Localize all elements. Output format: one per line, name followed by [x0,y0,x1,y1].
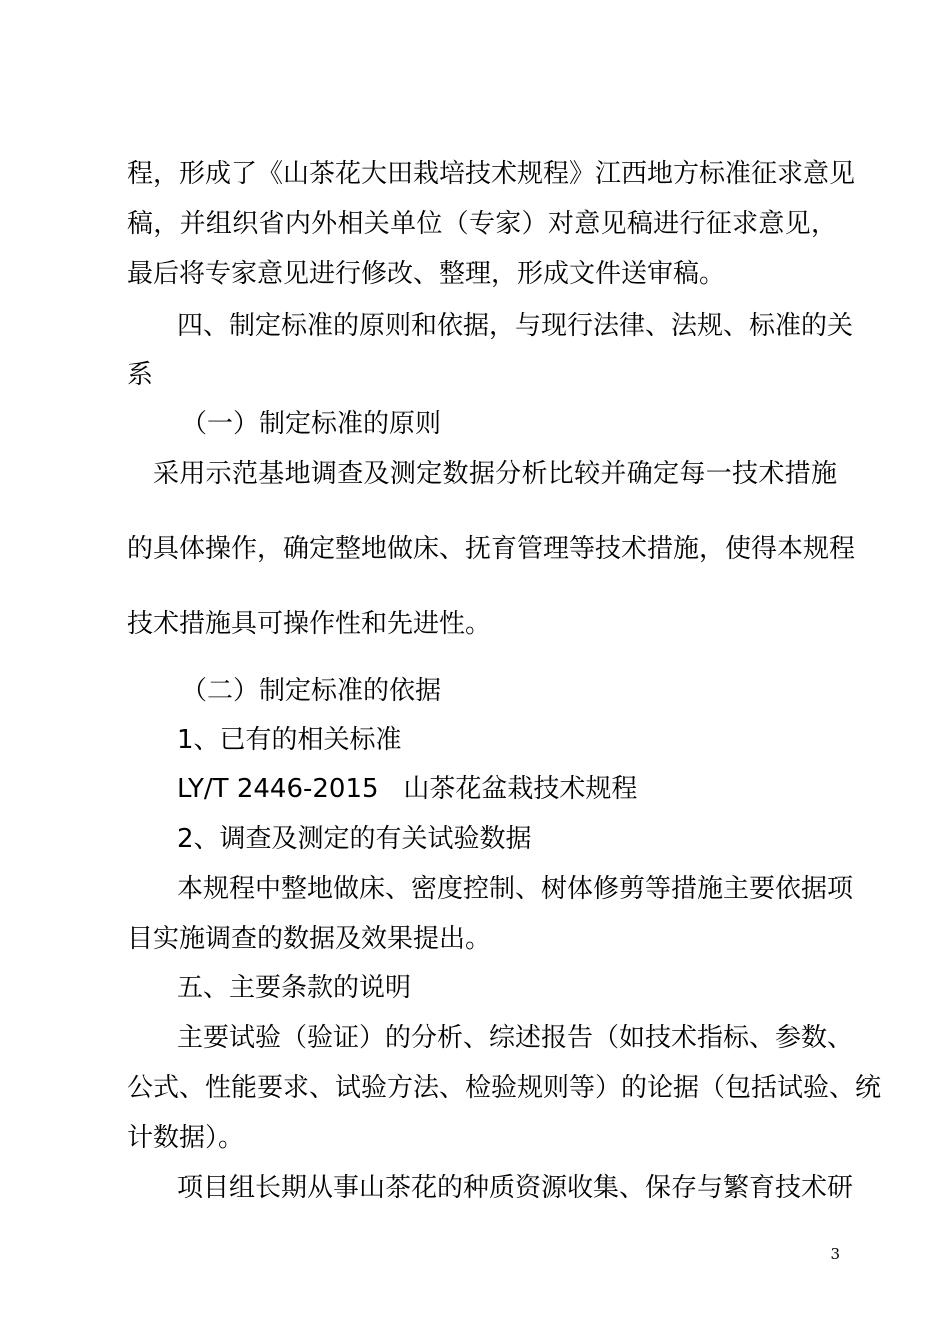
paragraph-line: 技术措施具可操作性和先进性。 [127,609,492,639]
section-heading: 四、制定标准的原则和依据，与现行法律、法规、标准的关 [177,311,854,341]
subsection-heading: （一）制定标准的原则 [181,409,442,439]
list-item: 1、已有的相关标准 [177,725,402,755]
subsection-heading: （二）制定标准的依据 [181,676,442,706]
section-heading: 系 [127,360,154,390]
paragraph-line: 本规程中整地做床、密度控制、树体修剪等措施主要依据项 [177,874,854,904]
paragraph-line: 公式、性能要求、试验方法、检验规则等）的论据（包括试验、统 [127,1073,882,1103]
paragraph-line: 稿，并组织省内外相关单位（专家）对意见稿进行征求意见， [127,209,837,239]
paragraph-line: 主要试验（验证）的分析、综述报告（如技术指标、参数、 [177,1023,854,1053]
paragraph-line: 目实施调查的数据及效果提出。 [127,924,492,954]
list-item: 2、调查及测定的有关试验数据 [177,824,532,854]
paragraph-line: 的具体操作，确定整地做床、抚育管理等技术措施，使得本规程 [127,534,856,564]
page-number: 3 [830,1245,840,1263]
standard-reference: LY/T 2446-2015 山茶花盆栽技术规程 [177,774,638,804]
paragraph-line: 采用示范基地调查及测定数据分析比较并确定每一技术措施 [153,459,837,489]
paragraph-line: 项目组长期从事山茶花的种质资源收集、保存与繁育技术研 [177,1173,854,1203]
paragraph-line: 最后将专家意见进行修改、整理，形成文件送审稿。 [127,259,726,289]
paragraph-line: 计数据）。 [127,1123,245,1153]
paragraph-line: 程，形成了《山茶花大田栽培技术规程》江西地方标准征求意见 [127,159,856,189]
section-heading: 五、主要条款的说明 [177,973,412,1003]
